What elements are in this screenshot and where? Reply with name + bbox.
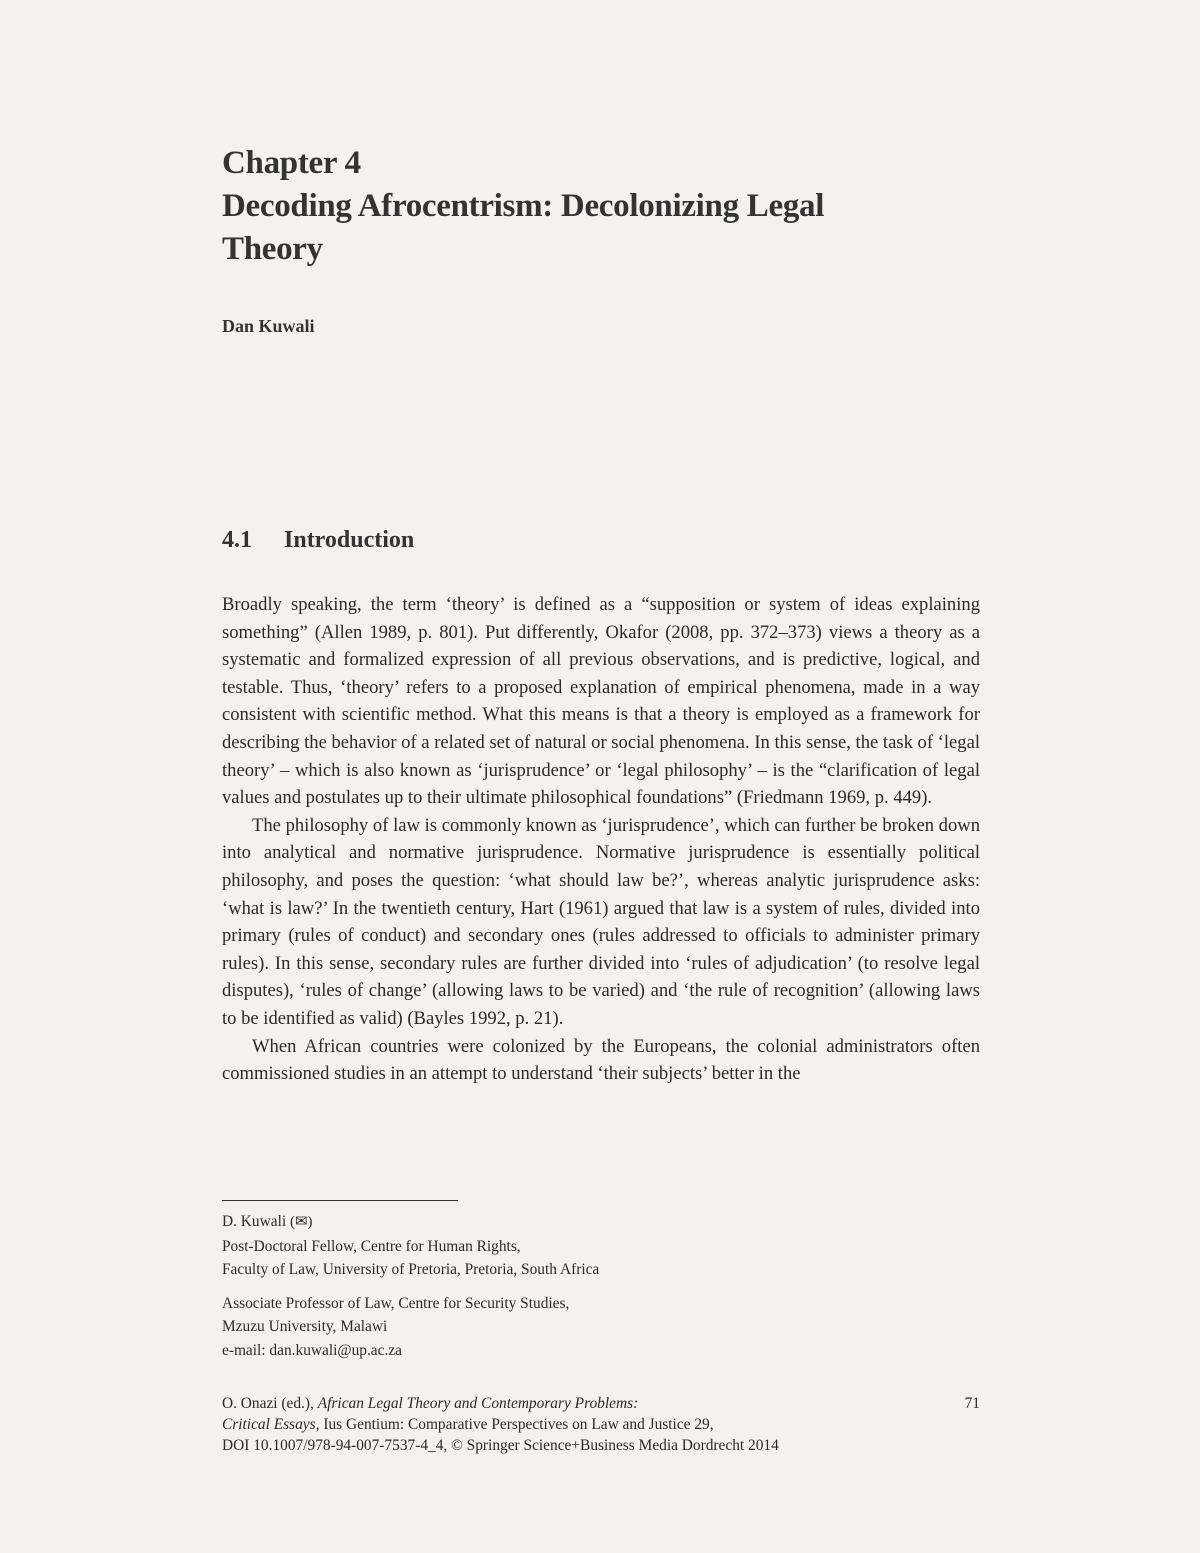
affiliation-line: Post-Doctoral Fellow, Centre for Human Rights,: [222, 1237, 521, 1255]
author-email: e-mail: dan.kuwali@up.ac.za: [222, 1341, 402, 1359]
affiliation-line: Associate Professor of Law, Centre for Security Studies,: [222, 1294, 570, 1312]
citation-line: [222, 1414, 982, 1435]
affiliation-line: Mzuzu University, Malawi: [222, 1318, 388, 1335]
paragraph: Broadly speaking, the term ‘theory’ is defined as a “supposition or system of ideas explaining something” (Allen 1989, p. 801). Put differently, Okafor (2008, pp. 372–373) views a theory as a systematic and formalized expression of all previous observations, and is predictive, logical, and testable. Thus, ‘theory’ refers to a proposed explanation of empirical phenomena, made in a way consistent with scientific method. What this means is that a theory is employed as a framework for describing the behavior of a related set of natural or social phenomena. In this sense, the task of ‘legal theory’ – which is also known as ‘jurisprudence’ or ‘legal philosophy’ – is the “clarification of legal values and postulates up to their ultimate philosophical foundations” (Friedmann 1969, p. 449).: [222, 594, 980, 809]
paragraph: When African countries were colonized by the Europeans, the colonial administrators often commissioned studies in an attempt to understand ‘their subjects’ better in the: [222, 1035, 980, 1085]
affiliation-line: Faculty of Law, University of Pretoria, Pretoria, South Africa: [222, 1261, 600, 1278]
body-text: [222, 591, 980, 1088]
citation-series: Ius Gentium: Comparative Perspectives on Law and Justice 29,: [323, 1416, 714, 1433]
citation-doi: DOI 10.1007/978-94-007-7537-4_4, © Springer Science+Business Media Dordrecht 2014: [222, 1437, 779, 1454]
page-number: 71: [964, 1395, 980, 1412]
citation-book-subtitle: Critical Essays,: [222, 1416, 320, 1433]
footnote-divider: [222, 1200, 458, 1201]
affiliation-author: D. Kuwali: [222, 1213, 287, 1230]
paragraph: The philosophy of law is commonly known as ‘jurisprudence’, which can further be broken down into analytical and normative jurisprudence. Normative jurisprudence is essentially political philosophy, and poses the question: ‘what should law be?’, whereas analytic jurisprudence asks: ‘what is law?’ In the twentieth century, Hart (1961) argued that law is a system of rules, divided into primary (rules of conduct) and secondary ones (rules addressed to officials to administer primary rules). In this sense, secondary rules are further divided into ‘rules of adjudication’ (to resolve legal disputes), ‘rules of change’ (allowing laws to be varied) and ‘the rule of recognition’ (allowing laws to be identified as valid) (Bayles 1992, p. 21).: [222, 814, 980, 1029]
chapter-heading: [222, 142, 982, 271]
section-title: Introduction: [284, 527, 415, 553]
section-heading: [222, 527, 414, 554]
envelope-icon: (✉): [289, 1214, 313, 1230]
book-citation: [222, 1393, 982, 1456]
chapter-title: Decoding Afrocentrism: Decolonizing Legal Theory: [222, 188, 825, 267]
affiliation-name-line: [222, 1210, 599, 1235]
citation-editor: O. Onazi (ed.),: [222, 1395, 314, 1412]
chapter-label: Chapter 4: [222, 145, 361, 181]
citation-book-title: African Legal Theory and Contemporary Problems:: [317, 1395, 639, 1412]
citation-line: [222, 1393, 982, 1414]
section-number: 4.1: [222, 527, 252, 553]
author-name: Dan Kuwali: [222, 316, 315, 336]
author-affiliation: [222, 1210, 599, 1362]
